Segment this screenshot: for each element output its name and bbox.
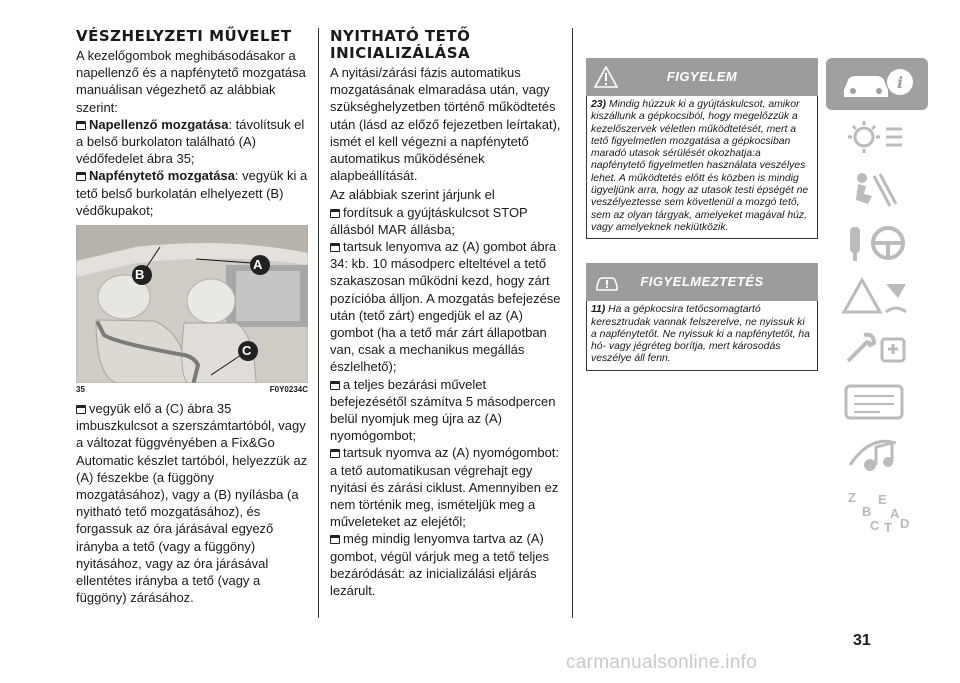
- sunroof-intro: A nyitási/zárási fázis automatikus mozgatásának elmaradása után, vagy szükséghelyzetben történő működtetés után (lásd az előző fejezetben leírtakat), ismét el kell végezni a napfénytető automatikus működésének alapbeállítását.: [330, 65, 561, 184]
- key-steering-icon: [840, 223, 916, 263]
- column-warnings: [586, 58, 818, 371]
- svg-text:i: i: [897, 73, 904, 92]
- emergency-intro: A kezelőgombok meghibásodásakor a napellenző és a napfénytető mozgatása manuálisan végezhető az alábbiak szerint:: [76, 48, 306, 115]
- tab-multimedia[interactable]: [826, 429, 928, 481]
- bullet-icon: [76, 121, 86, 130]
- figure-caption: [76, 385, 308, 394]
- svg-text:D: D: [900, 516, 910, 531]
- bullet-icon: [330, 209, 340, 218]
- tech-data-icon: [840, 382, 916, 422]
- sunroof-bullet-1: fordítsuk a gyújtáskulcsot STOP állásból MAR állásba;: [330, 204, 528, 237]
- watermark: carmanualsonline.info: [566, 652, 758, 673]
- emergency-bullet-3: vegyük elő a (C) ábra 35 imbuszkulcsot a szerszámtartóból, vagy a változat függvényében a Fix&Go Automatic készlet tartóból, helyezzük az (A) fészekbe (a függöny mozgatásához), vagy a (B) nyílásba (a nyitható tető mozgatásához), és forgassuk az óra járásával egyező irányba a tető (vagy a függöny) nyitásához, vagy az óra járásával ellentétes irányba a tető (vagy a függöny) zárásához.: [76, 401, 308, 606]
- warning-header: [586, 58, 818, 96]
- tab-emergency[interactable]: [826, 270, 928, 322]
- figure-number: 35: [76, 385, 85, 395]
- bullet-icon: [330, 449, 340, 458]
- sunroof-bullet-4: tartsuk nyomva az (A) nyomógombot: a tető automatikusan végrehajt egy nyitási és zárási ciklust. Amennyiben ez nem történik meg, ismételjük meg a műveleteket az elejétől;: [330, 445, 560, 530]
- column-divider: [572, 28, 573, 618]
- svg-text:C: C: [870, 518, 880, 533]
- bullet-icon: [330, 243, 340, 252]
- tab-starting-driving[interactable]: [826, 217, 928, 269]
- figure-label-c: C: [242, 343, 252, 359]
- warning-road-icon: [840, 276, 916, 316]
- column-divider: [318, 28, 319, 618]
- bullet-icon: [76, 172, 86, 181]
- tab-index[interactable]: [826, 482, 928, 534]
- sunroof-bullet-2: tartsuk lenyomva az (A) gombot ábra 34: kb. 10 másodperc elteltével a tető szakaszosan működni kezd, hogy zárt pozícióba álljon. A mozgatás befejezése után (tető zárt) engedjük el az (A) gombot (ha a tető már zárt állapotban van, csak a mechanikus megállás észlelhető);: [330, 239, 561, 375]
- column-emergency: [76, 28, 308, 606]
- emergency-bullet-2: Napfénytető mozgatása: vegyük ki a tető belső burkolatán elhelyezett (B) védőkupakot;: [76, 168, 308, 218]
- warning-text: 23) Mindig húzzuk ki a gyújtáskulcsot, amikor kiszállunk a gépkocsiból, hogy megelőzzük a kezelőszervek véletlen működtetését, mert a tető figyelmetlen mozgatása a gépkocsiban maradó utasok sérülését okozhatja:a napfénytető figyelmetlen használata veszélyes lehet. A működtetés előtt és közben is mindig ügyeljünk arra, hogy az utasok testi épségét ne veszélyeztesse sem követlenül a mozgó tető, sem az olyan tárgyak, amelyeket magával húz, vagy amelyeknek nekiütközik.: [591, 99, 809, 233]
- airbag-safety-icon: [840, 170, 916, 210]
- warning-title: FIGYELEM: [666, 69, 738, 84]
- warning-box: [586, 96, 818, 239]
- car-info-icon: [840, 64, 916, 104]
- sunroof-intro-2: Az alábbiak szerint járjunk el: [330, 187, 495, 203]
- figure-code: F0Y0234C: [269, 385, 308, 395]
- bullet-icon: [330, 381, 340, 390]
- caution-box: [586, 301, 818, 370]
- index-letters-icon: [840, 488, 916, 534]
- sunroof-bullet-3: a teljes bezárási művelet befejezésétől számítva 5 másodpercen belül nyomjuk meg újra az (A) nyomógombot;: [330, 376, 556, 444]
- caution-title: FIGYELMEZTETÉS: [640, 274, 764, 290]
- tab-maintenance[interactable]: [826, 323, 928, 375]
- emergency-bullet-1: Napellenző mozgatása: távolítsuk el a belső burkolaton található (A) védőfedelet ábra 35;: [76, 116, 305, 167]
- section-title-emergency: VÉSZHELYZETI MŰVELET: [76, 27, 292, 45]
- tab-car-info[interactable]: [826, 58, 928, 110]
- service-tools-icon: [840, 329, 916, 369]
- caution-text: 11) Ha a gépkocsira tetőcsomagtartó keresztrudak vannak felszerelve, ne nyissuk ki a napfénytetőt. Ne nyissuk ki a napfénytetőt, ha hó- vagy jégréteg borítja, mert károsodás veszélye áll fenn.: [591, 304, 810, 365]
- figure-label-a: A: [253, 257, 263, 273]
- svg-text:T: T: [884, 520, 892, 534]
- column-sunroof-init: [330, 28, 562, 599]
- figure-35: [76, 225, 308, 383]
- tab-safety[interactable]: [826, 164, 928, 216]
- roof-interior-illustration: [76, 225, 308, 383]
- caution-header: [586, 263, 818, 301]
- tab-dashboard-lights[interactable]: [826, 111, 928, 163]
- tab-technical-data[interactable]: [826, 376, 928, 428]
- bullet-icon: [330, 535, 340, 544]
- chapter-sidebar: [826, 58, 928, 535]
- section-title-sunroof-init: NYITHATÓ TETŐ INICIALIZÁLÁSA: [330, 27, 471, 62]
- bullet-icon: [76, 405, 86, 414]
- multimedia-icon: [840, 435, 916, 475]
- sunroof-bullet-5: még mindig lenyomva tartva az (A) gombot, végül várjuk meg a tető teljes bezáródását: az inicializálási eljárás lezárult.: [330, 531, 549, 599]
- svg-text:Z: Z: [848, 490, 856, 505]
- dashboard-lights-icon: [840, 117, 916, 157]
- svg-text:A: A: [890, 506, 900, 521]
- figure-label-b: B: [135, 267, 145, 283]
- svg-text:E: E: [878, 492, 887, 507]
- svg-text:B: B: [862, 504, 872, 519]
- page-number: 31: [853, 632, 871, 649]
